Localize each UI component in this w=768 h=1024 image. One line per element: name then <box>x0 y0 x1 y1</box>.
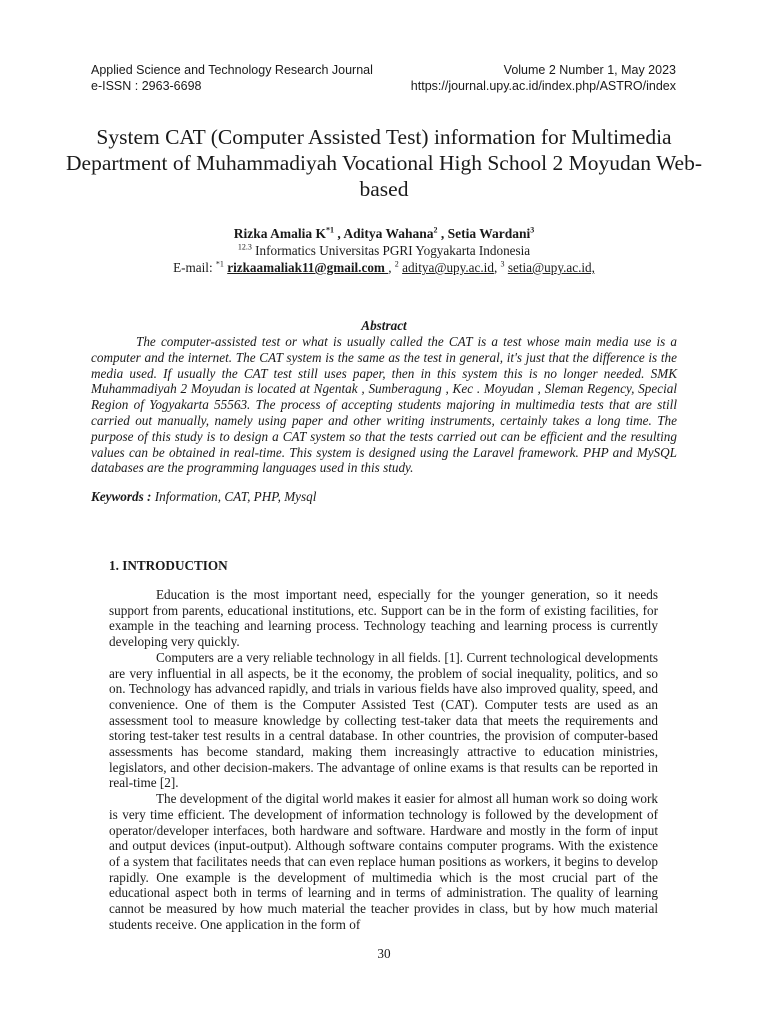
author-mark: 3 <box>530 225 535 235</box>
journal-name: Applied Science and Technology Research Journal <box>91 63 373 77</box>
email-link[interactable]: rizkaamaliak11@gmail.com <box>227 260 389 275</box>
journal-eissn: e-ISSN : 2963-6698 <box>91 79 202 93</box>
affiliation-mark: 12.3 <box>237 242 252 252</box>
affiliation-text: Informatics Universitas PGRI Yogyakarta Indonesia <box>255 243 531 258</box>
keywords-label: Keywords : <box>91 489 152 504</box>
author-separator: , <box>333 226 344 241</box>
author-mark: 2 <box>433 225 438 235</box>
paragraph: Education is the most important need, especially for the younger generation, so it needs support from parents, educational institutions, etc. Support can be in the form of existing facilities, for example in the teaching and learning process. Technology teaching and learning process is currently developing very quickly. <box>109 587 658 650</box>
paper-title: System CAT (Computer Assisted Test) information for Multimedia Department of Muhammadiyah Vocational High School 2 Moyudan Web-based <box>66 125 702 201</box>
page-number: 30 <box>377 946 391 961</box>
journal-volume: Volume 2 Number 1, May 2023 <box>503 63 676 77</box>
email-separator: , <box>388 260 395 275</box>
author-separator: , <box>437 226 448 241</box>
email-mark: *1 <box>215 259 224 269</box>
author-list <box>60 226 708 242</box>
paragraph: The development of the digital world makes it easier for almost all human work so doing work is very time efficient. The development of information technology is followed by the development of operator/developer interfaces, both hardware and software. Hardware and mostly in the form of input and output devices (input-output). Although software contains computer programs. With the existence of a system that facilitates needs that can even replace human positions as workers, it begins to develop rapidly. One example is the development of multimedia which is the most crucial part of the educational aspect both in terms of learning and in terms of administration. The quality of learning cannot be measured by how much material the teacher provides in class, but by how much material students receive. One application in the form of <box>109 791 658 932</box>
email-mark: 3 <box>500 259 505 269</box>
author-mark: *1 <box>325 225 334 235</box>
author-name: Aditya Wahana <box>343 226 434 241</box>
journal-url[interactable]: https://journal.upy.ac.id/index.php/ASTRO/index <box>410 79 676 93</box>
email-separator: , <box>493 260 501 275</box>
keywords-line <box>91 489 316 505</box>
author-name: Rizka Amalia K <box>233 226 326 241</box>
email-line <box>60 260 708 276</box>
affiliation <box>60 243 708 259</box>
abstract-heading: Abstract <box>361 318 407 333</box>
introduction-body <box>109 587 658 932</box>
email-mark: 2 <box>394 259 399 269</box>
email-link[interactable]: setia@upy.ac.id, <box>507 260 595 275</box>
abstract-text: The computer-assisted test or what is usually called the CAT is a test whose main media use is a computer and the internet. The CAT system is the same as the test in general, it's just that the difference is the media used. If usually the CAT test still uses paper, then in this system this is no longer needed. SMK Muhammadiyah 2 Moyudan is located at Ngentak , Sumberagung , Kec . Moyudan , Sleman Regency, Special Region of Yogyakarta 55563. The process of accepting students majoring in multimedia tests that are still carried out manually, namely using paper and other writing instruments, certainly takes a long time. The purpose of this study is to design a CAT system so that the tests carried out can be efficient and the resulting values can be obtained in real-time. This system is designed using the Laravel framework. PHP and MySQL databases are the programming languages used in this study. <box>91 334 677 476</box>
email-label: E-mail: <box>173 260 213 275</box>
section-heading: 1. INTRODUCTION <box>109 558 228 573</box>
paragraph: Computers are a very reliable technology in all fields. [1]. Current technological developments are very influential in all aspects, be it the economy, the problem of social inequality, politics, and so on. Technology has advanced rapidly, and trials in various fields have also improved quality, speed, and convenience. One of them is the Computer Assisted Test (CAT). Computer tests are used as an assessment tool to measure knowledge by collecting test-taker data that meets the requirements and storing test-taker test results in a central database. In other countries, the provision of computer-based assessments has become standard, making them increasingly attractive to education ministries, legislators, and other decision-makers. The advantage of online exams is that results can be reported in real-time [2]. <box>109 649 658 791</box>
keywords-value: Information, CAT, PHP, Mysql <box>154 489 317 504</box>
email-link[interactable]: aditya@upy.ac.id <box>402 260 494 275</box>
author-name: Setia Wardani <box>447 226 531 241</box>
